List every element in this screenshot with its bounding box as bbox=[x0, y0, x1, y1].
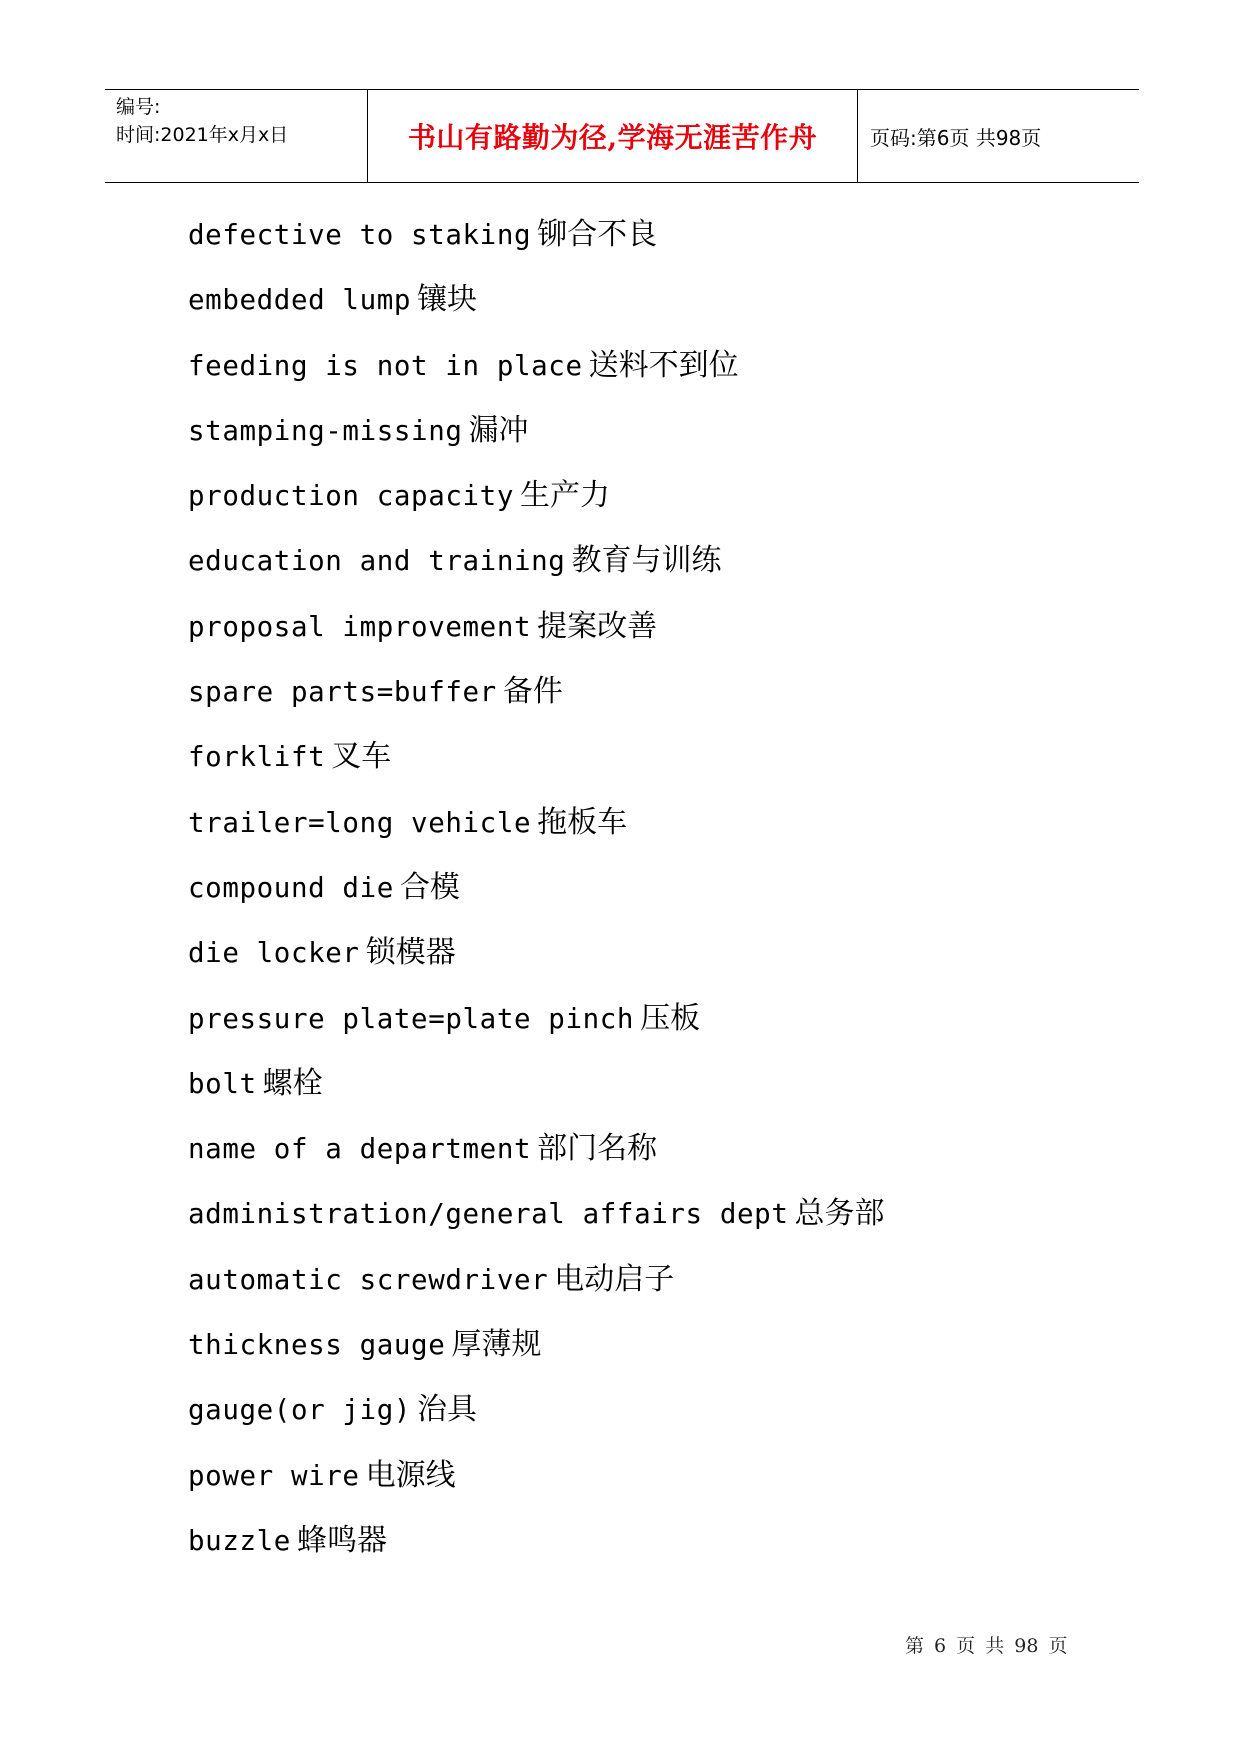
list-item bbox=[188, 1524, 1188, 1589]
chinese-term: 治具 bbox=[417, 1392, 478, 1428]
list-item bbox=[188, 936, 1188, 1001]
chinese-term: 螺栓 bbox=[262, 1065, 323, 1101]
list-item bbox=[188, 1197, 1188, 1262]
english-term: defective to staking bbox=[188, 219, 532, 251]
english-term: bolt bbox=[188, 1067, 257, 1100]
chinese-term: 总务部 bbox=[794, 1196, 885, 1232]
chinese-term: 教育与训练 bbox=[571, 543, 722, 579]
header-meta bbox=[105, 90, 368, 182]
chinese-term: 叉车 bbox=[331, 739, 392, 775]
chinese-term: 镶块 bbox=[417, 282, 478, 318]
chinese-term: 备件 bbox=[502, 674, 563, 710]
page-footer: 第 6 页 共 98 页 bbox=[905, 1635, 1068, 1657]
english-term: stamping-missing bbox=[188, 414, 463, 447]
chinese-term: 厚薄规 bbox=[451, 1327, 542, 1363]
header-page-code: 页码:第6页 共98页 bbox=[870, 125, 1042, 150]
english-term: trailer=long vehicle bbox=[188, 806, 532, 839]
list-item bbox=[188, 806, 1188, 871]
list-item bbox=[188, 1132, 1188, 1197]
list-item bbox=[188, 1067, 1188, 1132]
english-term: proposal improvement bbox=[188, 610, 532, 643]
list-item bbox=[188, 218, 1188, 283]
chinese-term: 锁模器 bbox=[365, 935, 456, 971]
chinese-term: 电动启子 bbox=[554, 1261, 675, 1297]
chinese-term: 电源线 bbox=[365, 1457, 456, 1493]
english-term: thickness gauge bbox=[188, 1329, 446, 1362]
list-item bbox=[188, 544, 1188, 609]
chinese-term: 拖板车 bbox=[537, 804, 628, 840]
chinese-term: 部门名称 bbox=[537, 1131, 658, 1167]
english-term: feeding is not in place bbox=[188, 349, 583, 382]
list-item bbox=[188, 1459, 1188, 1524]
chinese-term: 提案改善 bbox=[537, 608, 658, 644]
list-item bbox=[188, 1328, 1188, 1393]
list-item bbox=[188, 871, 1188, 936]
chinese-term: 蜂鸣器 bbox=[296, 1522, 387, 1558]
chinese-term: 铆合不良 bbox=[537, 217, 658, 252]
english-term: spare parts=buffer bbox=[188, 676, 497, 709]
time-label: 时间:2021年x月x日 bbox=[116, 124, 289, 146]
chinese-term: 合模 bbox=[399, 869, 460, 905]
chinese-term: 漏冲 bbox=[468, 412, 529, 448]
chinese-term: 压板 bbox=[640, 1000, 701, 1036]
list-item bbox=[188, 349, 1188, 414]
list-item bbox=[188, 675, 1188, 740]
english-term: forklift bbox=[188, 741, 326, 774]
number-label: 编号: bbox=[116, 96, 161, 118]
english-term: power wire bbox=[188, 1459, 360, 1492]
list-item bbox=[188, 610, 1188, 675]
chinese-term: 送料不到位 bbox=[588, 347, 739, 383]
english-term: administration/general affairs dept bbox=[188, 1198, 789, 1231]
english-term: education and training bbox=[188, 545, 566, 578]
page-header bbox=[105, 89, 1139, 183]
list-item bbox=[188, 283, 1188, 348]
english-term: production capacity bbox=[188, 480, 514, 513]
list-item bbox=[188, 479, 1188, 544]
header-motto: 书山有路勤为径,学海无涯苦作舟 bbox=[368, 90, 858, 182]
list-item bbox=[188, 1393, 1188, 1458]
english-term: buzzle bbox=[188, 1524, 291, 1557]
list-item bbox=[188, 1263, 1188, 1328]
english-term: embedded lump bbox=[188, 284, 412, 317]
english-term: gauge(or jig) bbox=[188, 1394, 412, 1427]
english-term: name of a department bbox=[188, 1133, 532, 1166]
list-item bbox=[188, 740, 1188, 805]
chinese-term: 生产力 bbox=[519, 478, 610, 514]
english-term: pressure plate=plate pinch bbox=[188, 1002, 635, 1035]
english-term: compound die bbox=[188, 871, 394, 904]
list-item bbox=[188, 1002, 1188, 1067]
list-item bbox=[188, 414, 1188, 479]
vocabulary-list bbox=[188, 218, 1188, 1589]
english-term: automatic screwdriver bbox=[188, 1263, 549, 1296]
english-term: die locker bbox=[188, 937, 360, 970]
